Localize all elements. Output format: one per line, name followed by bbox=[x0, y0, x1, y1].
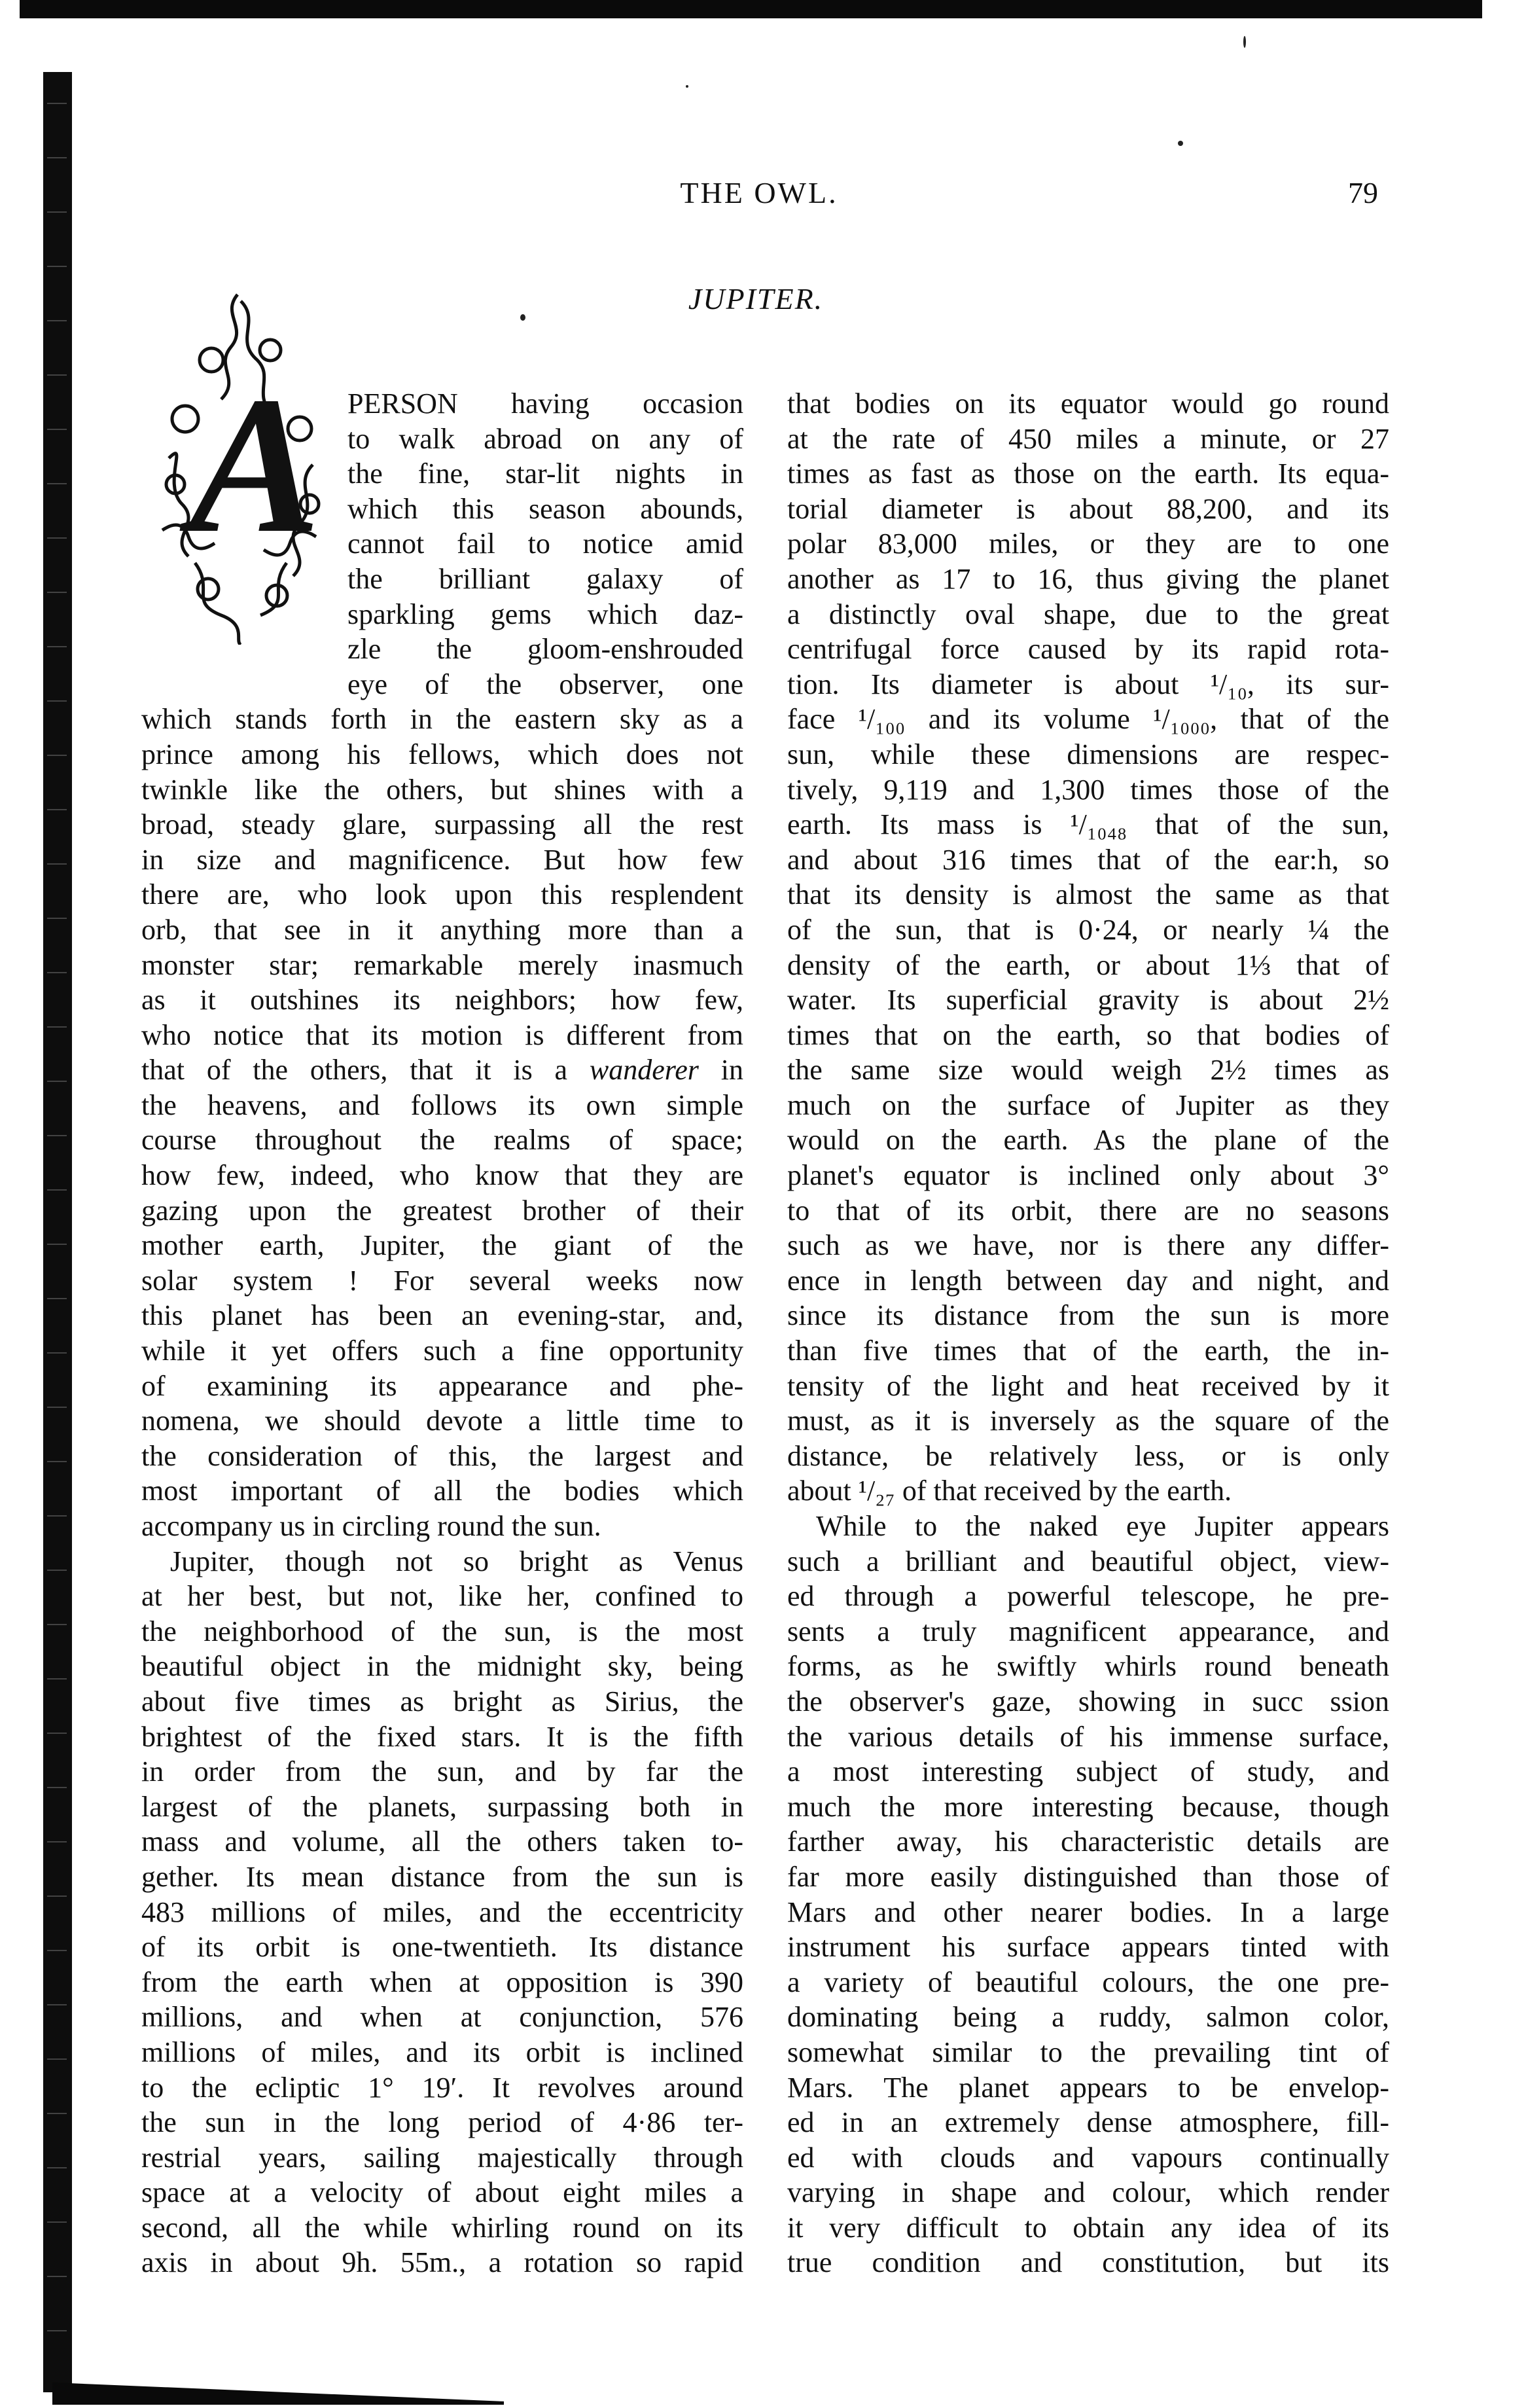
text-line: such a brilliant and beautiful object, view- bbox=[787, 1545, 1389, 1577]
text-line: the same size would weigh 2½ times as bbox=[787, 1054, 1389, 1087]
text-line: the consideration of this, the largest and bbox=[141, 1439, 743, 1472]
italic-word: wanderer bbox=[589, 1054, 699, 1087]
text-line: much on the surface of Jupiter as they bbox=[787, 1088, 1389, 1121]
text-line: of examining its appearance and phe- bbox=[141, 1369, 743, 1402]
text-line: ence in length between day and night, and bbox=[787, 1264, 1389, 1297]
text-line: earth. Its mass is ¹/₁₀₄₈ that of the sun, bbox=[787, 808, 1389, 841]
text-line: gazing upon the greatest brother of their bbox=[141, 1194, 743, 1227]
text-line: instrument his surface appears tinted with bbox=[787, 1931, 1389, 1964]
scan-bottom-edge bbox=[52, 2382, 504, 2405]
text-line: mother earth, Jupiter, the giant of the bbox=[141, 1229, 743, 1262]
text-line: ed through a powerful telescope, he pre- bbox=[787, 1580, 1389, 1613]
text-line: in order from the sun, and by far the bbox=[141, 1755, 743, 1788]
text-line: zle the gloom-enshrouded bbox=[347, 633, 743, 666]
text-line: times that on the earth, so that bodies of bbox=[787, 1018, 1389, 1051]
text-line: prince among his fellows, which does not bbox=[141, 738, 743, 770]
text-line: ed in an extremely dense atmosphere, fill- bbox=[787, 2106, 1389, 2139]
text-line: while it yet offers such a fine opportunity bbox=[141, 1335, 743, 1367]
text-line: the neighborhood of the sun, is the most bbox=[141, 1615, 743, 1647]
text-line: orb, that see in it anything more than a bbox=[141, 913, 743, 946]
text-line: While to the naked eye Jupiter appears bbox=[816, 1510, 1389, 1542]
scan-binding-texture bbox=[47, 79, 67, 2382]
text-line: varying in shape and colour, which render bbox=[787, 2176, 1389, 2209]
left-column bbox=[141, 386, 743, 2280]
text-line: polar 83,000 miles, or they are to one bbox=[787, 528, 1389, 560]
text-line: sents a truly magnificent appearance, and bbox=[787, 1615, 1389, 1647]
text-line: times as fast as those on the earth. Its equa- bbox=[787, 458, 1389, 490]
text-line: about five times as bright as Sirius, the bbox=[141, 1685, 743, 1717]
text-line: a most interesting subject of study, and bbox=[787, 1755, 1389, 1788]
text-line: tion. Its diameter is about ¹/₁₀, its sur- bbox=[787, 668, 1389, 700]
text-line: density of the earth, or about 1⅓ that of bbox=[787, 948, 1389, 981]
text-line: gether. Its mean distance from the sun is bbox=[141, 1860, 743, 1893]
text-line: Mars and other nearer bodies. In a large bbox=[787, 1896, 1389, 1928]
text-line: tively, 9,119 and 1,300 times those of the bbox=[787, 773, 1389, 806]
text-line: twinkle like the others, but shines with a bbox=[141, 773, 743, 806]
text-line: course throughout the realms of space; bbox=[141, 1124, 743, 1157]
text-line: that of the others, that it is a wanderer in bbox=[141, 1054, 743, 1087]
text-line: the observer's gaze, showing in succ ssion bbox=[787, 1685, 1389, 1717]
scan-speck bbox=[686, 85, 688, 88]
text-line: at the rate of 450 miles a minute, or 27 bbox=[787, 422, 1389, 455]
scan-speck bbox=[520, 314, 525, 321]
text-line: solar system ! For several weeks now bbox=[141, 1264, 743, 1297]
text-line: dominating being a ruddy, salmon color, bbox=[787, 2001, 1389, 2034]
drop-cap-letter: A bbox=[190, 356, 321, 573]
text-line: nomena, we should devote a little time to bbox=[141, 1405, 743, 1437]
text-line: millions, and when at conjunction, 576 bbox=[141, 2001, 743, 2034]
text-line: sun, while these dimensions are respec- bbox=[787, 738, 1389, 770]
text-line: would on the earth. As the plane of the bbox=[787, 1124, 1389, 1157]
text-line: much the more interesting because, though bbox=[787, 1790, 1389, 1823]
text-line: water. Its superficial gravity is about 2½ bbox=[787, 984, 1389, 1016]
text-line: brightest of the fixed stars. It is the fifth bbox=[141, 1720, 743, 1753]
running-title: THE OWL. bbox=[680, 176, 838, 209]
right-column bbox=[787, 386, 1389, 2280]
text-line: of the sun, that is 0·24, or nearly ¼ the bbox=[787, 913, 1389, 946]
text-line: since its distance from the sun is more bbox=[787, 1299, 1389, 1332]
text-line: far more easily distinguished than those of bbox=[787, 1860, 1389, 1893]
text-line: a distinctly oval shape, due to the great bbox=[787, 598, 1389, 630]
text-line: than five times that of the earth, the in- bbox=[787, 1335, 1389, 1367]
text-line: second, all the while whirling round on its bbox=[141, 2211, 743, 2244]
text-line: planet's equator is inclined only about 3° bbox=[787, 1159, 1389, 1192]
text-line: the sun in the long period of 4·86 ter- bbox=[141, 2106, 743, 2139]
text-line: it very difficult to obtain any idea of its bbox=[787, 2211, 1389, 2244]
text-line: to walk abroad on any of bbox=[347, 422, 743, 455]
text-line: accompany us in circling round the sun. bbox=[141, 1510, 601, 1542]
text-line: and about 316 times that of the ear:h, so bbox=[787, 843, 1389, 876]
text-line: cannot fail to notice amid bbox=[347, 528, 743, 560]
scan-speck bbox=[1178, 141, 1183, 146]
text-line: at her best, but not, like her, confined to bbox=[141, 1580, 743, 1613]
text-line: Mars. The planet appears to be envelop- bbox=[787, 2071, 1389, 2104]
text-line: to that of its orbit, there are no seasons bbox=[787, 1194, 1389, 1227]
text-line: such as we have, nor is there any differ- bbox=[787, 1229, 1389, 1262]
text-line: eye of the observer, one bbox=[347, 668, 743, 700]
text-line: millions of miles, and its orbit is inclined bbox=[141, 2036, 743, 2068]
text-line: space at a velocity of about eight miles a bbox=[141, 2176, 743, 2209]
page-number: 79 bbox=[1348, 176, 1378, 209]
text-line: a variety of beautiful colours, the one pre- bbox=[787, 1966, 1389, 1998]
text-line: which stands forth in the eastern sky as a bbox=[141, 703, 743, 736]
text-line: the fine, star-lit nights in bbox=[347, 458, 743, 490]
text-line: there are, who look upon this resplendent bbox=[141, 878, 743, 911]
text-line: the heavens, and follows its own simple bbox=[141, 1088, 743, 1121]
text-line: from the earth when at opposition is 390 bbox=[141, 1966, 743, 1998]
scan-speck bbox=[1243, 36, 1246, 48]
text-line: beautiful object in the midnight sky, being bbox=[141, 1650, 743, 1683]
text-line: that its density is almost the same as that bbox=[787, 878, 1389, 911]
text-line: which this season abounds, bbox=[347, 492, 743, 525]
text-line: torial diameter is about 88,200, and its bbox=[787, 492, 1389, 525]
scan-top-edge bbox=[20, 0, 1482, 18]
text-line: farther away, his characteristic details are bbox=[787, 1825, 1389, 1858]
text-line: restrial years, sailing majestically through bbox=[141, 2141, 743, 2174]
text-line: that bodies on its equator would go round bbox=[787, 387, 1389, 420]
text-line: most important of all the bodies which bbox=[141, 1475, 743, 1507]
text-line: how few, indeed, who know that they are bbox=[141, 1159, 743, 1192]
text-line: 483 millions of miles, and the eccentricity bbox=[141, 1896, 743, 1928]
article-title: JUPITER. bbox=[688, 282, 824, 315]
text-line: somewhat similar to the prevailing tint of bbox=[787, 2036, 1389, 2068]
text-line: monster star; remarkable merely inasmuch bbox=[141, 948, 743, 981]
text-line: this planet has been an evening-star, and, bbox=[141, 1299, 743, 1332]
text-line: ed with clouds and vapours continually bbox=[787, 2141, 1389, 2174]
text-line: face ¹/₁₀₀ and its volume ¹/₁₀₀₀, that of the bbox=[787, 703, 1389, 736]
text-line: forms, as he swiftly whirls round beneath bbox=[787, 1650, 1389, 1683]
text-line: Jupiter, though not so bright as Venus bbox=[170, 1545, 743, 1577]
text-line: axis in about 9h. 55m., a rotation so rapid bbox=[141, 2246, 743, 2279]
text-line: must, as it is inversely as the square of the bbox=[787, 1405, 1389, 1437]
text-line: about ¹/₂₇ of that received by the earth. bbox=[787, 1475, 1232, 1507]
text-line: who notice that its motion is different from bbox=[141, 1018, 743, 1051]
text-line: broad, steady glare, surpassing all the rest bbox=[141, 808, 743, 841]
text-line: another as 17 to 16, thus giving the planet bbox=[787, 562, 1389, 595]
text-line: of its orbit is one-twentieth. Its distance bbox=[141, 1931, 743, 1964]
text-line: largest of the planets, surpassing both in bbox=[141, 1790, 743, 1823]
text-line: sparkling gems which daz- bbox=[347, 598, 743, 630]
text-line: PERSON having occasion bbox=[347, 387, 743, 420]
text-line: distance, be relatively less, or is only bbox=[787, 1439, 1389, 1472]
text-line: in size and magnificence. But how few bbox=[141, 843, 743, 876]
text-line: centrifugal force caused by its rapid rota- bbox=[787, 633, 1389, 666]
text-line: tensity of the light and heat received by it bbox=[787, 1369, 1389, 1402]
text-line: true condition and constitution, but its bbox=[787, 2246, 1389, 2279]
text-line: the brilliant galaxy of bbox=[347, 562, 743, 595]
text-line: to the ecliptic 1° 19′. It revolves around bbox=[141, 2071, 743, 2104]
text-line: mass and volume, all the others taken to- bbox=[141, 1825, 743, 1858]
text-line: the various details of his immense surface, bbox=[787, 1720, 1389, 1753]
text-line: as it outshines its neighbors; how few, bbox=[141, 984, 743, 1016]
